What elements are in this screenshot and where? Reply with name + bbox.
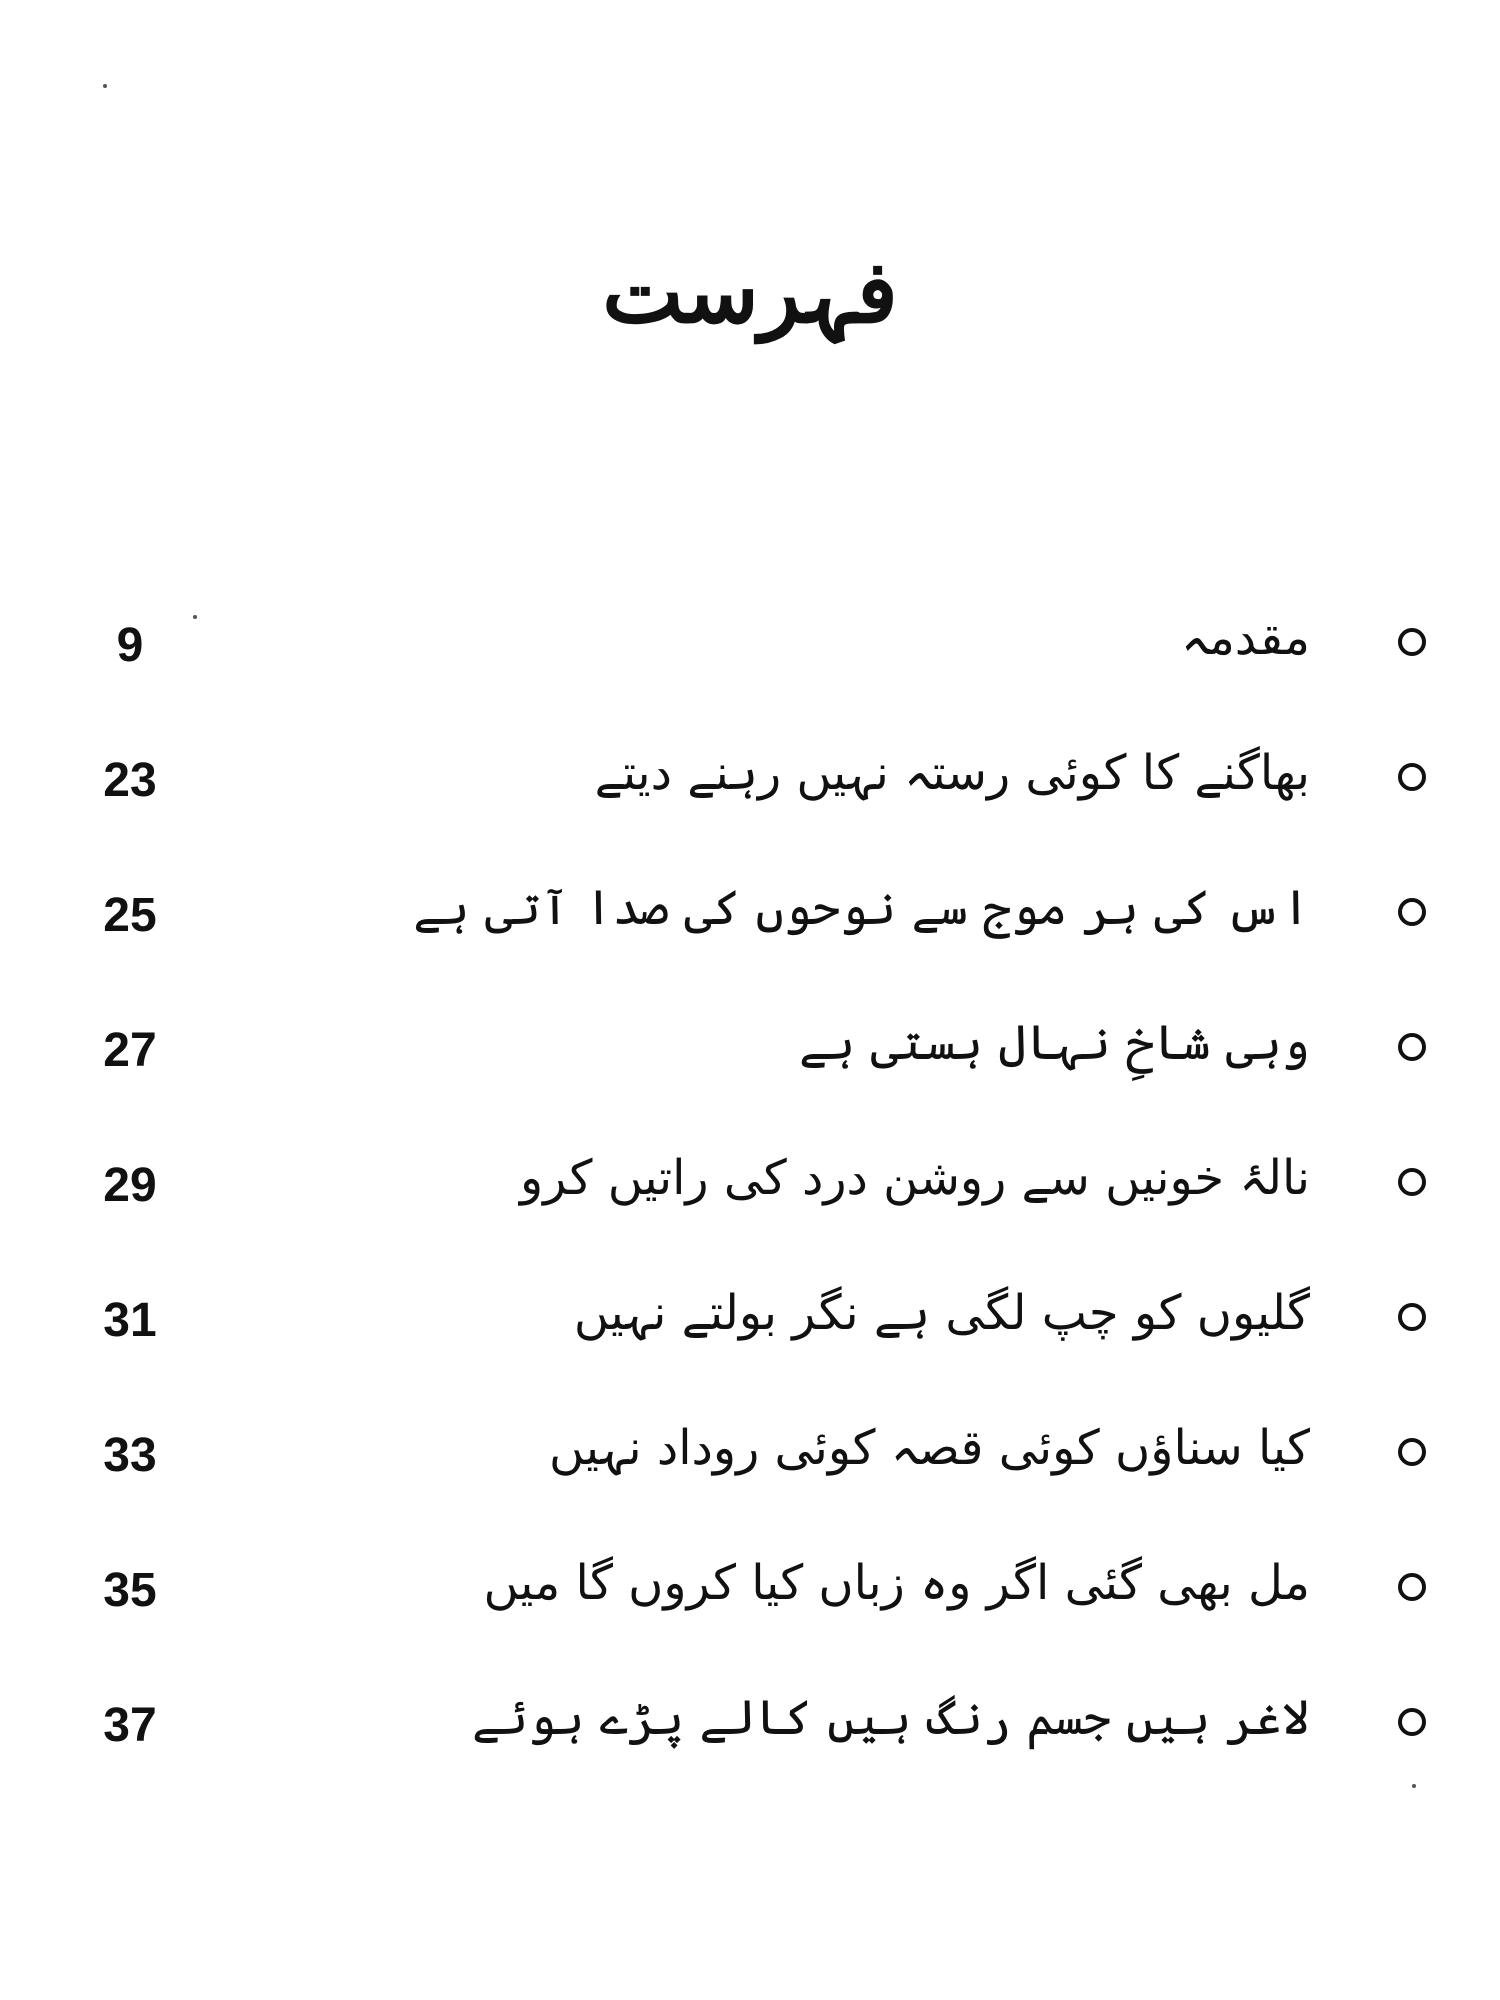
page-number: 35	[103, 1564, 157, 1617]
toc-entry	[0, 1535, 1500, 1645]
circle-bullet-icon	[1398, 1438, 1426, 1466]
entry-title: وہی شاخِ نہال ہستی ہے	[798, 1015, 1310, 1071]
toc-entry	[0, 1670, 1500, 1780]
entry-title: گلیوں کو چپ لگی ہے نگر بولتے نہیں	[573, 1285, 1310, 1341]
document-title: فہرست	[602, 242, 898, 343]
page-number: 37	[103, 1699, 157, 1752]
entry-title: لاغر ہیں جسم رنگ ہیں کالے پڑے ہوئے	[471, 1690, 1310, 1746]
page-number: 29	[103, 1159, 157, 1212]
circle-bullet-icon	[1398, 1168, 1426, 1196]
circle-bullet-icon	[1398, 898, 1426, 926]
toc-entry	[0, 860, 1500, 970]
table-of-contents	[0, 590, 1500, 1790]
toc-entry	[0, 1130, 1500, 1240]
circle-bullet-icon	[1398, 1573, 1426, 1601]
page-number: 33	[103, 1429, 157, 1482]
entry-title: کیا سناؤں کوئی قصہ کوئی روداد نہیں	[549, 1420, 1310, 1476]
page-number: 27	[103, 1024, 157, 1077]
toc-entry	[0, 1265, 1500, 1375]
circle-bullet-icon	[1398, 1708, 1426, 1736]
circle-bullet-icon	[1398, 1033, 1426, 1061]
toc-entry	[0, 725, 1500, 835]
entry-title: مل بھی گئی اگر وہ زباں کیا کروں گا میں	[483, 1555, 1310, 1611]
entry-title: اس کی ہر موج سے نوحوں کی صدا آتی ہے	[413, 880, 1310, 936]
page-number: 23	[103, 754, 157, 807]
toc-entry	[0, 1400, 1500, 1510]
page-number: 31	[103, 1294, 157, 1347]
entry-title: بھاگنے کا کوئی رستہ نہیں رہنے دیتے	[594, 745, 1310, 801]
scan-speck	[103, 84, 107, 88]
page-number: 9	[116, 619, 144, 672]
circle-bullet-icon	[1398, 628, 1426, 656]
circle-bullet-icon	[1398, 1303, 1426, 1331]
toc-entry	[0, 995, 1500, 1105]
circle-bullet-icon	[1398, 763, 1426, 791]
entry-title: نالۂ خونیں سے روشن درد کی راتیں کرو	[519, 1150, 1310, 1206]
toc-entry	[0, 590, 1500, 700]
entry-title: مقدمہ	[1180, 610, 1310, 666]
page-number: 25	[103, 889, 157, 942]
